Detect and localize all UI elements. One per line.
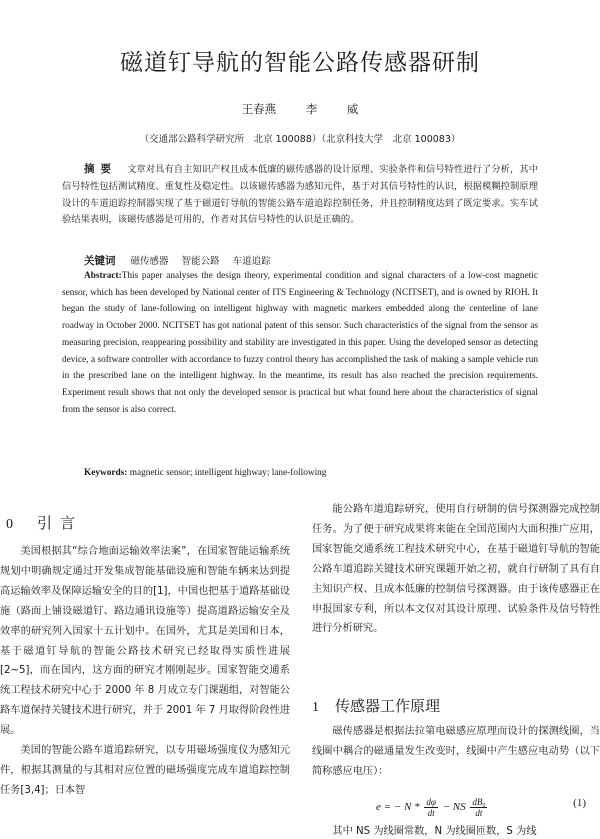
fraction-denominator: dt [427,808,435,818]
author-2: 李 威 [305,102,359,116]
paragraph-continuation: 其中 NS 为线圈常数，N 为线圈匝数，S 为线 [332,826,537,837]
abstract-en-text: This paper analyses the design theory, experimental condition and signal characters of a low-cost magnetic sensor, which has been developed by National center of ITS Engineering & Technology (NCITSET), and is owned by RIOH. It began the study of lane-following on intelligent highway with magnetic markers embedded along the centerline of lane roadway in October 2000. NCITSET has got national patent of this sensor. Such characteristics of the signal from the sensor as measuring precision, reappearing possibility and stability are investigated in this paper. Using the developed sensor as detecting device, a software controller with accordance to fuzzy control theory has accomplished the task of making a sample vehicle run in the prescribed lane on the intelligent highway. In the meantime, its result has also reached the precision requirements. Experiment result shows that not only the developed sensor is practical but what found here about the characteristics of signal from the sensor is also correct. [62,271,538,415]
paper-title: 磁道钉导航的智能公路传感器研制 [120,50,480,76]
section-heading-intro [6,512,83,533]
abstract-cn-text: 文章对具有自主知识产权且成本低廉的磁传感器的设计原理、实验条件和信号特性进行了分析，其中信号特性包括测试精度、重复性及稳定性。以该磁传感器为感知元件，基于对其信号特性的认识，根据模糊控制原理设计的车道追踪控制器实现了基于磁道钉导航的智能公路车道追踪控制任务，并且控制精度达到了既定要求。实车试验结果表明，该磁传感器是可用的，作者对其信号特性的认识是正确的。 [62,164,538,226]
keyword-cn: 车道追踪 [232,256,271,267]
section-number: 1 [312,700,319,715]
paragraph: 美国的智能公路车道追踪研究，以专用磁场强度仪为感知元件，根据其测量的与其相对应位置的磁场强度完成车道追踪控制任务[3,4]；日本智 [0,745,290,796]
section-title: 传感器工作原理 [335,697,441,715]
paragraph: 美国根据其“综合地面运输效率法案”，在国家智能运输系统规划中明确规定通过开发集成智能基础设施和智能车辆来达到提高运输效率及保障运输安全的目的[1]，中国也把基于道路基础设施（路面上铺设磁道钉、路边通讯设施等）提高道路运输安全及效率的研究列入国家十五计划中。在国外，尤其是美国和日本，基于磁道钉导航的智能公路技术研究已经取得实质性进展[2~5]，而在国内，这方面的研究才刚刚起步。国家智能交通系统工程技术研究中心于 2000 年 8 月成立专门课题组，对智能公路车道保持关键技术进行研究，并于 2001 年 7 月取得阶段性进展。 [0,546,290,737]
fraction-dphi-dt [424,797,437,818]
fraction-numerator: dB₀ [472,797,486,807]
paragraph: 磁传感器是根据法拉第电磁感应原理而设计的探测线圈，当线圈中耦合的磁通量发生改变时，线圈中产生感应电动势（以下简称感应电压）： [312,726,600,777]
right-column-top [312,500,600,639]
authors [0,101,600,117]
fraction-numerator: dφ [426,797,436,807]
abstract-cn [62,161,538,229]
section-title: 引言 [37,514,84,532]
equation-expression [376,797,489,818]
equation-lhs: e = − N * [376,801,420,814]
keywords-en [84,468,326,478]
keywords-cn [84,253,281,268]
section-number: 0 [6,517,21,532]
equation-number: (1) [573,797,586,809]
equation-mid: − NS [442,801,466,814]
keywords-en-text: magnetic sensor; intelligent highway; lane-following [129,468,327,478]
abstract-en [62,268,538,418]
author-1: 王春燕 [241,102,277,116]
affiliation: （交通部公路科学研究所 北京 100088）（北京科技大学 北京 100083） [139,134,461,145]
left-column [0,542,290,801]
abstract-en-label: Abstract: [84,271,122,281]
right-column-bottom [312,722,600,782]
section-heading-principle [312,695,440,716]
keyword-cn: 磁传感器 [130,256,169,267]
fraction-denominator: dt [475,808,483,818]
keyword-cn: 智能公路 [181,256,220,267]
equation-1 [312,791,600,819]
abstract-cn-label: 摘要 [84,163,118,175]
keywords-cn-label: 关键词 [84,255,116,267]
paragraph: 能公路车道追踪研究，使用自行研制的信号探测器完成控制任务。为了便于研究成果将来能在全国范围内大面积推广应用，国家智能交通系统工程技术研究中心，在基于磁道钉导航的智能公路车道追踪关键技术研究课题开始之初，就自行研制了具有自主知识产权、且成本低廉的控制信号探测器。由于该传感器正在申报国家专利，所以本文仅对其设计原理、试验条件及信号特性进行分析研究。 [312,504,600,635]
fraction-dB-dt [470,797,487,818]
keywords-en-label: Keywords: [84,468,128,478]
